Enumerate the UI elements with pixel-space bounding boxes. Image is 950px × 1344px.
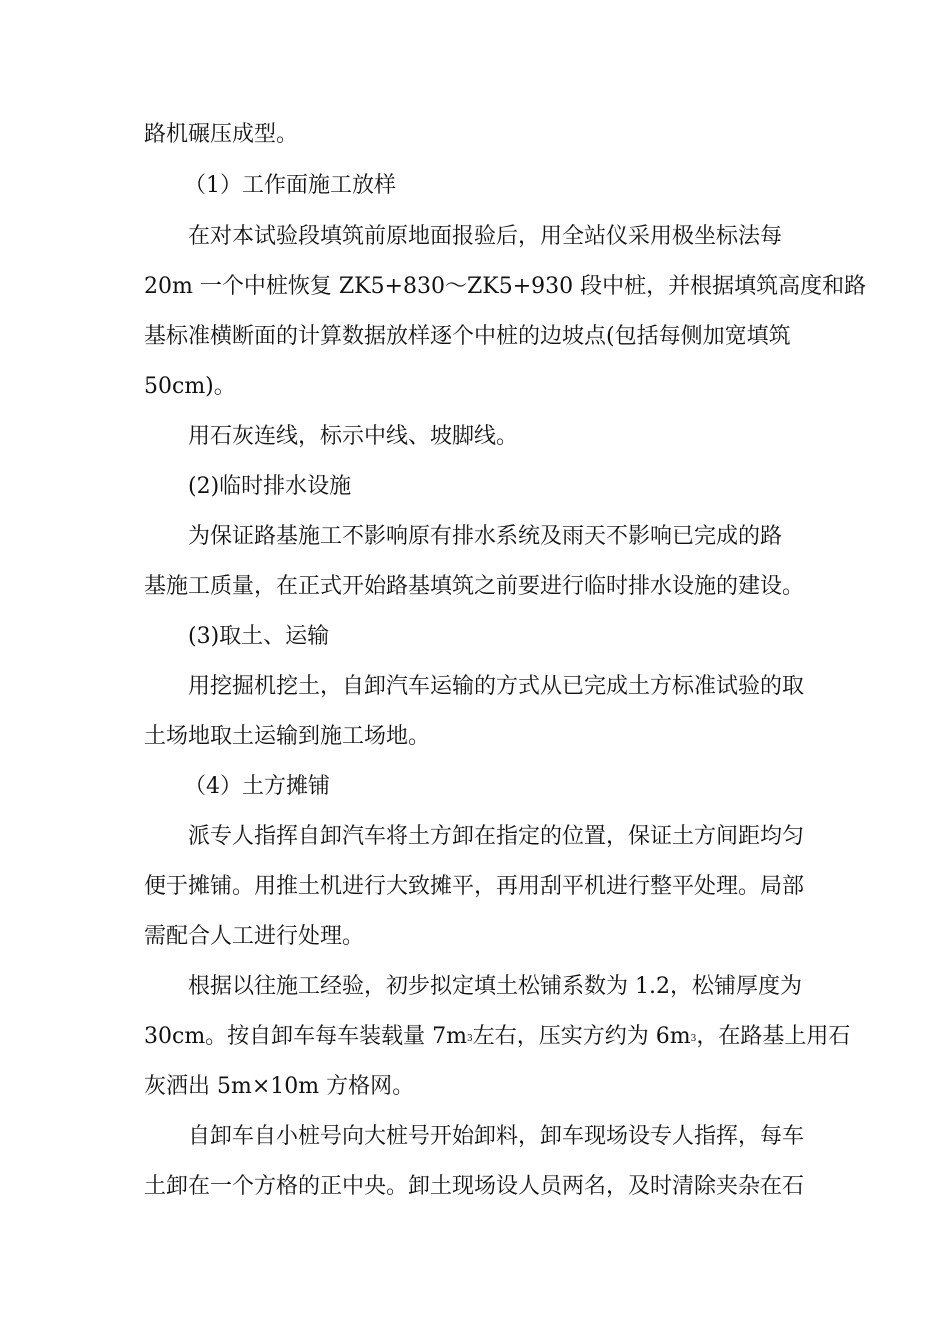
paragraph-line: 派专人指挥自卸汽车将土方卸在指定的位置，保证土方间距均匀: [188, 824, 805, 849]
text-run: 30cm。按自卸车每车装载量 7m: [144, 1024, 468, 1049]
paragraph-line: 土场地取土运输到施工场地。: [144, 724, 431, 749]
paragraph-line: 自卸车自小桩号向大桩号开始卸料，卸车现场设专人指挥，每车: [188, 1124, 805, 1149]
section-heading-2: (2)临时排水设施: [188, 474, 352, 499]
paragraph-line: 在对本试验段填筑前原地面报验后，用全站仪采用极坐标法每: [188, 224, 783, 249]
paragraph-line: 根据以往施工经验，初步拟定填土松铺系数为 1.2，松铺厚度为: [188, 974, 802, 999]
paragraph-line: 50cm)。: [144, 374, 236, 399]
paragraph-line: 灰洒出 5m×10m 方格网。: [144, 1074, 415, 1099]
section-heading-4: （4）土方摊铺: [184, 774, 330, 799]
text-run: ，在路基上用石: [696, 1024, 851, 1049]
section-heading-3: (3)取土、运输: [188, 624, 330, 649]
paragraph-line: 土卸在一个方格的正中央。卸土现场设人员两名，及时清除夹杂在石: [144, 1174, 805, 1199]
paragraph-line: 便于摊铺。用推土机进行大致摊平，再用刮平机进行整平处理。局部: [144, 874, 805, 899]
superscript-3: 3: [690, 1034, 697, 1044]
paragraph-line: 需配合人工进行处理。: [144, 924, 365, 949]
paragraph-line: 基标准横断面的计算数据放样逐个中桩的边坡点(包括每侧加宽填筑: [144, 324, 791, 349]
paragraph-line: 用挖掘机挖土，自卸汽车运输的方式从已完成土方标准试验的取: [188, 674, 805, 699]
paragraph-line: 基施工质量，在正式开始路基填筑之前要进行临时排水设施的建设。: [144, 574, 805, 599]
paragraph-line-with-units: [144, 1020, 851, 1054]
superscript-3: 3: [467, 1034, 473, 1044]
section-heading-1: （1）工作面施工放样: [184, 173, 396, 198]
text-run: 左右，压实方约为 6m: [472, 1024, 691, 1049]
paragraph-line: 路机碾压成型。: [144, 122, 299, 147]
paragraph-line: 用石灰连线，标示中线、坡脚线。: [188, 424, 519, 449]
paragraph-line: 为保证路基施工不影响原有排水系统及雨天不影响已完成的路: [188, 524, 783, 549]
paragraph-line: 20m 一个中桩恢复 ZK5+830～ZK5+930 段中桩，并根据填筑高度和路: [144, 274, 867, 299]
